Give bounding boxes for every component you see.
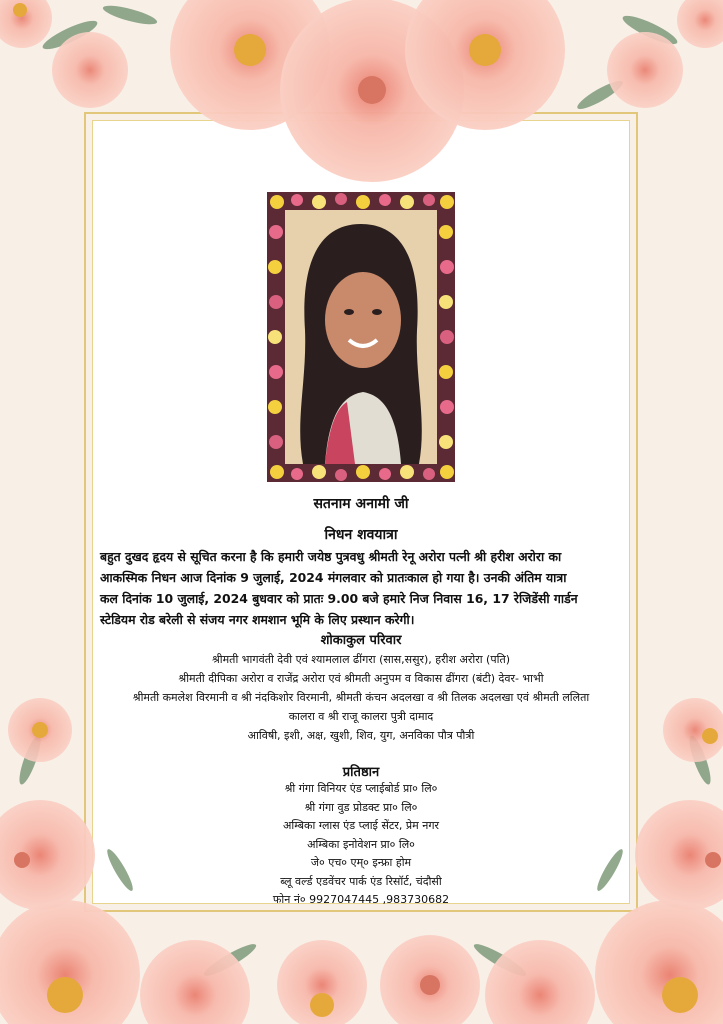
- organisations-heading: प्रतिष्ठान: [342, 765, 380, 780]
- event-title: निधन शवयात्रा: [324, 527, 398, 543]
- organisation-line: अम्बिका ग्लास एंड प्लाई सेंटर, प्रेम नगर: [282, 819, 440, 832]
- family-line: श्रीमती कमलेश विरमानी व श्री नंदकिशोर विरमानी, श्रीमती कंचन अदलखा व श्री तिलक अदलखा एवं श्रीमती ललिता: [132, 691, 590, 704]
- announcement-line: बहुत दुखद हृदय से सूचित करना है कि हमारी जयेष्ठ पुत्रवधु श्रीमती रेनू अरोरा पत्नी श्री हरीश अरोरा का: [100, 549, 562, 564]
- family-line: श्रीमती दीपिका अरोरा व राजेंद्र अरोरा एवं श्रीमती अनुपम व विकास ढींगरा (बंटी) देवर- भाभी: [178, 672, 544, 685]
- announcement-line: कल दिनांक 10 जुलाई, 2024 बुधवार को प्रातः 9.00 बजे हमारे निज निवास 16, 17 रेजिडेंसी गार्डन: [100, 591, 578, 606]
- organisation-line: ब्लू वर्ल्ड एडवेंचर पार्क एंड रिसॉर्ट, चंदौसी: [280, 874, 442, 888]
- family-line: आविषी, इशी, अक्ष, खुशी, शिव, युग, अनविका पौत्र पौत्री: [247, 729, 475, 742]
- organisation-line: श्री गंगा विनियर एंड प्लाईबोर्ड प्रा० लि०: [284, 782, 438, 795]
- announcement-line: स्टेडियम रोड बरेली से संजय नगर शमशान भूमि के लिए प्रस्थान करेगी।: [100, 612, 415, 627]
- family-line: कालरा व श्री राजू कालरा पुत्री दामाद: [288, 710, 434, 723]
- organisation-line: अम्बिका इनोवेशन प्रा० लि०: [307, 837, 415, 851]
- phone-number: फोन नं० 9927047445 ,983730682: [272, 893, 450, 906]
- family-line: श्रीमती भागवंती देवी एवं श्यामलाल ढींगरा (सास,ससुर), हरीश अरोरा (पति): [211, 653, 511, 666]
- portrait-frame: [267, 192, 455, 482]
- organisation-line: श्री गंगा वुड प्रोडक्ट प्रा० लि०: [304, 800, 418, 814]
- organisations-list: [92, 780, 630, 910]
- organisation-line: जे० एच० एम्० इन्फ्रा होम: [310, 856, 412, 869]
- family-heading: शोकाकुल परिवार: [320, 633, 402, 648]
- announcement-text: [100, 546, 624, 630]
- family-list: [92, 650, 630, 745]
- portrait-photo: [285, 210, 437, 464]
- announcement-line: आकस्मिक निधन आज दिनांक 9 जुलाई, 2024 मंगलवार को प्रातःकाल हो गया है। उनकी अंतिम यात्रा: [100, 570, 567, 585]
- name-title: सतनाम अनामी जी: [313, 496, 409, 512]
